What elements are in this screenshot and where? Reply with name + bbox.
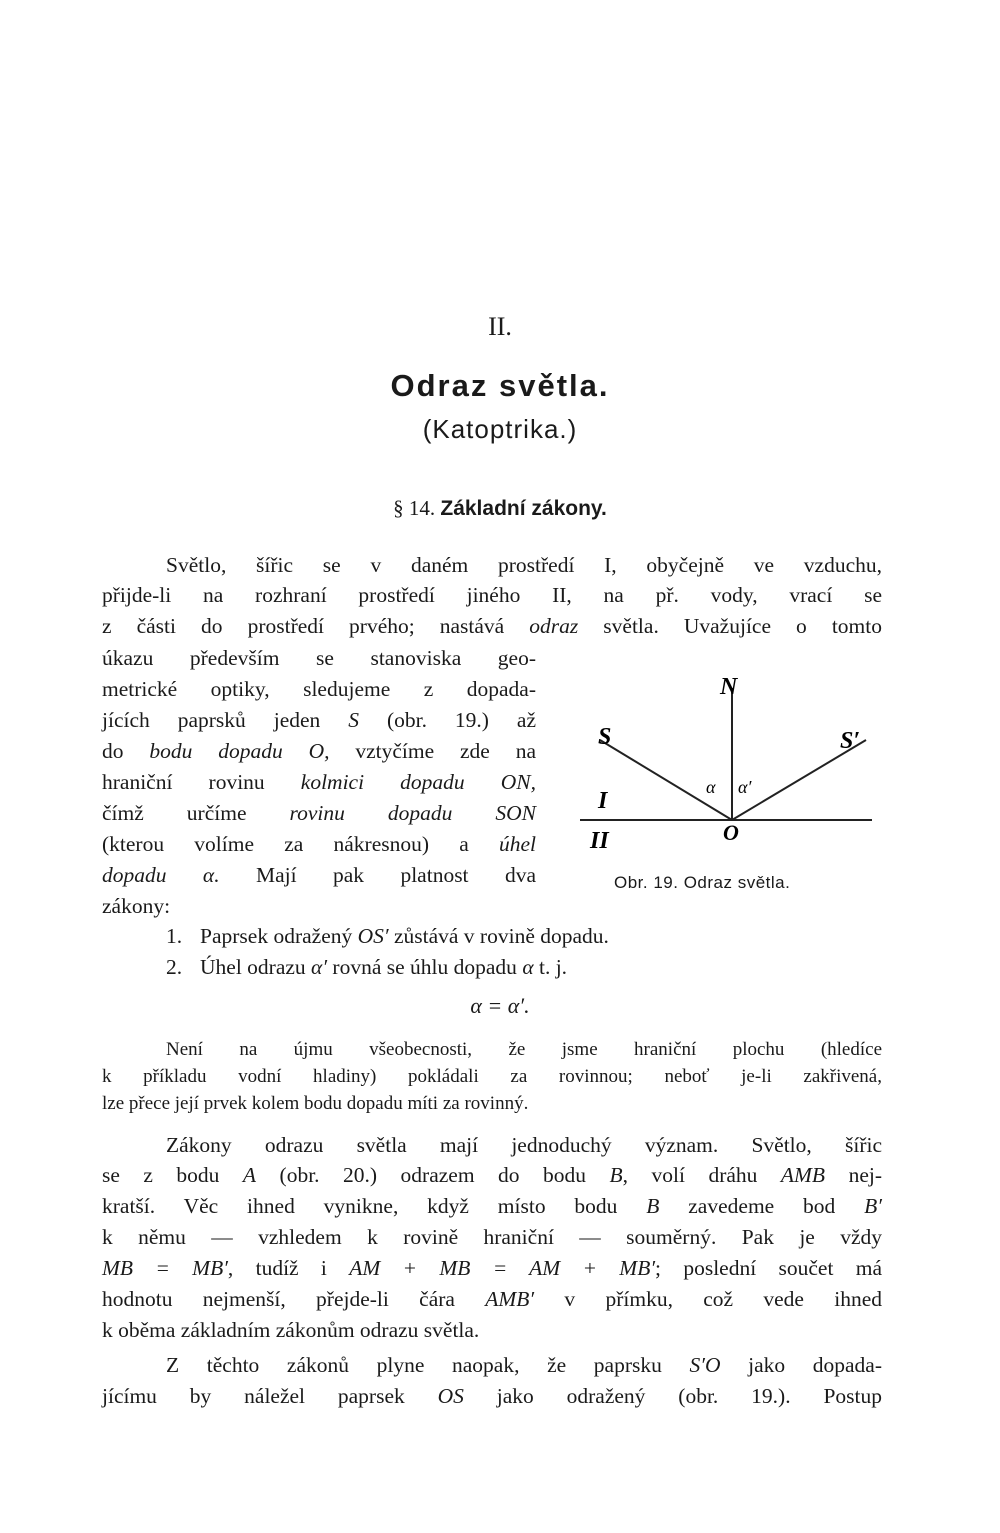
para2-line-3: lze přece její prvek kolem bodu dopadu míti za rovinný.	[102, 1093, 529, 1114]
reflection-figure	[560, 668, 890, 868]
italic-span: AMB	[780, 1163, 826, 1187]
text-span: do	[102, 739, 150, 763]
italic-span: A	[242, 1163, 257, 1187]
para3-line-5	[102, 1253, 882, 1283]
text-span: z části do prostředí prvého; nastává	[102, 614, 530, 638]
section-number: § 14.	[393, 496, 436, 520]
text-span: jako odražený (obr. 19.). Postup	[463, 1384, 882, 1408]
italic-span: bodu dopadu O,	[149, 739, 330, 763]
italic-span: rovinu dopadu SON	[289, 801, 536, 825]
italic-span: B	[609, 1163, 623, 1187]
para1-line-3	[102, 611, 882, 641]
para3-line-2	[102, 1160, 882, 1190]
para3-line-4: k němu — vzhledem k rovině hraniční — souměrný. Pak je vždy	[102, 1225, 882, 1249]
italic-span: kolmici dopadu ON,	[300, 770, 537, 794]
label-N: N	[720, 674, 738, 700]
italic-span: B′	[864, 1194, 882, 1218]
para1-line-11	[102, 860, 536, 890]
text-span: jako dopada-	[720, 1353, 882, 1377]
figure-caption: Obr. 19. Odraz světla.	[614, 873, 791, 892]
text-span: jícímu by náležel paprsek	[102, 1384, 438, 1408]
text-span: zůstává v rovině dopadu.	[388, 924, 609, 948]
italic-span: OS′	[357, 924, 389, 948]
chapter-subtitle: (Katoptrika.)	[422, 414, 578, 444]
label-I: I	[598, 788, 608, 814]
text-span: kratší. Věc ihned vynikne, když místo bodu	[102, 1194, 647, 1218]
chapter-title: Odraz světla.	[390, 368, 610, 403]
italic-span: α	[522, 955, 534, 979]
label-II: II	[590, 828, 609, 854]
text-span: (kterou volíme za nákresnou) a	[102, 832, 499, 856]
para1-line-4: úkazu především se stanoviska geo-	[102, 646, 536, 670]
para1-line-6	[102, 705, 536, 735]
section-title: Základní zákony.	[440, 497, 607, 520]
label-alpha: α	[706, 777, 716, 797]
para3-line-3	[102, 1191, 882, 1221]
text-span: zavedeme bod	[659, 1194, 865, 1218]
para1-line-9	[102, 798, 536, 828]
italic-span: OS	[437, 1384, 464, 1408]
text-span: světla. Uvažujíce o tomto	[578, 614, 883, 638]
formula-alpha: α = α′.	[470, 993, 530, 1018]
text-span: (obr. 19.) až	[359, 708, 536, 732]
para3-line-6	[102, 1284, 882, 1314]
italic-span: S′O	[689, 1353, 721, 1377]
law-2-number: 2.	[166, 955, 183, 979]
text-span: hodnotu nejmenší, přejde-li čára	[102, 1287, 486, 1311]
para3-line-1: Zákony odrazu světla mají jednoduchý význam. Světlo, šířic	[166, 1133, 882, 1157]
law-1-text	[200, 924, 609, 949]
text-span: Úhel odrazu	[200, 955, 312, 979]
law-2-text	[200, 955, 567, 980]
text-span: ; poslední součet má	[655, 1256, 882, 1280]
label-alpha-prime: α′	[738, 777, 752, 797]
italic-span: S	[348, 708, 359, 732]
text-span: vztyčíme zde na	[329, 739, 536, 763]
para1-line-1: Světlo, šířic se v daném prostředí I, obyčejně ve vzduchu,	[166, 553, 882, 577]
label-O: O	[723, 820, 739, 845]
text-span: Z těchto zákonů plyne naopak, že paprsku	[166, 1353, 690, 1377]
para1-line-12: zákony:	[102, 894, 171, 918]
para1-line-7	[102, 736, 536, 766]
text-span: t. j.	[533, 955, 568, 979]
para4-line-2	[102, 1381, 882, 1411]
text-span: , volí dráhu	[622, 1163, 781, 1187]
italic-span: α′	[311, 955, 328, 979]
italic-span: MB = MB′	[102, 1256, 228, 1280]
text-span: , tudíž i	[227, 1256, 350, 1280]
italic-span: B	[646, 1194, 660, 1218]
text-span: rovná se úhlu dopadu	[327, 955, 523, 979]
para3-line-7: k oběma základním zákonům odrazu světla.	[102, 1318, 480, 1342]
para2-line-2: k příkladu vodní hladiny) pokládali za rovinnou; neboť je-li zakřivená,	[102, 1066, 882, 1087]
italic-span: odraz	[529, 614, 579, 638]
section-heading	[0, 496, 1000, 521]
para2-line-1: Není na újmu všeobecnosti, že jsme hraniční plochu (hledíce	[166, 1039, 882, 1060]
italic-span: dopadu α.	[102, 863, 220, 887]
para1-line-5: metrické optiky, sledujeme z dopada-	[102, 677, 536, 701]
para1-line-10	[102, 829, 536, 859]
italic-span: úhel	[498, 832, 536, 856]
label-S-prime: S′	[840, 728, 861, 754]
para4-line-1	[166, 1350, 882, 1380]
text-span: se z bodu	[102, 1163, 243, 1187]
chapter-number: II.	[488, 312, 512, 341]
text-span: jících paprsků jeden	[102, 708, 349, 732]
label-S: S	[598, 724, 612, 750]
text-span: nej-	[825, 1163, 882, 1187]
italic-span: AM + MB = AM + MB′	[349, 1256, 656, 1280]
text-span: Paprsek odražený	[200, 924, 358, 948]
text-span: (obr. 20.) odrazem do bodu	[256, 1163, 610, 1187]
para1-line-2: přijde-li na rozhraní prostředí jiného II, na př. vody, vrací se	[102, 583, 882, 607]
text-span: čímž určíme	[102, 801, 290, 825]
text-span: v přímku, což vede ihned	[534, 1287, 883, 1311]
text-span: Mají pak platnost dva	[219, 863, 536, 887]
para1-line-8	[102, 767, 536, 797]
law-1-number: 1.	[166, 924, 183, 948]
text-span: hraniční rovinu	[102, 770, 301, 794]
italic-span: AMB′	[485, 1287, 535, 1311]
